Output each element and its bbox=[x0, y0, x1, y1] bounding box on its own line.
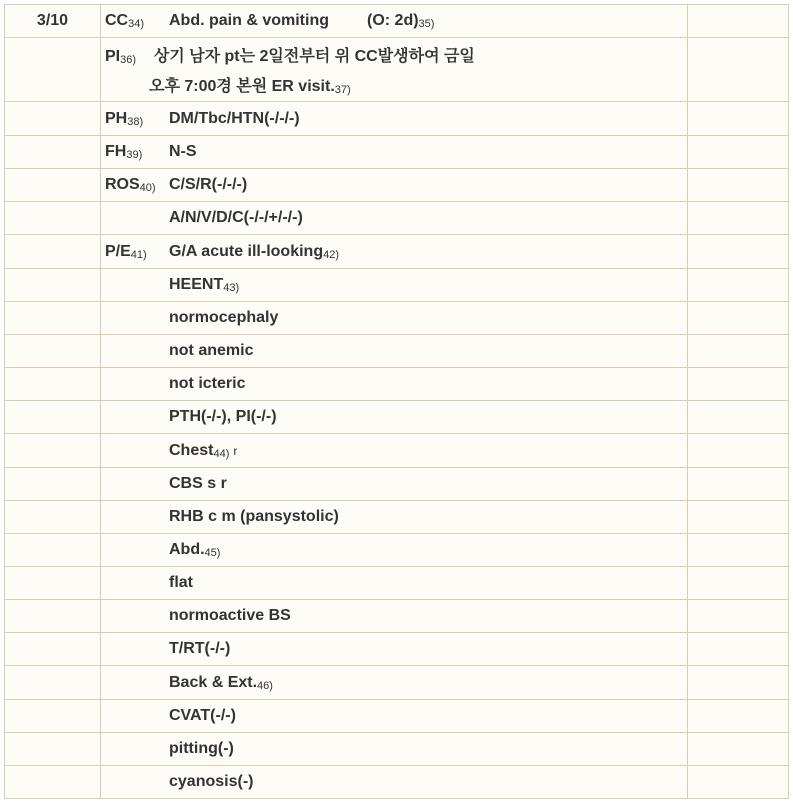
extra-cell bbox=[688, 567, 789, 600]
ros-cell-2 bbox=[101, 202, 688, 235]
pe-heent-cell bbox=[101, 269, 688, 302]
extra-cell bbox=[688, 766, 789, 799]
extra-cell bbox=[688, 302, 789, 335]
pe-not-icteric: not icteric bbox=[169, 375, 246, 392]
extra-cell bbox=[688, 38, 789, 102]
fh-text: N-S bbox=[169, 143, 197, 160]
pi-line-1: $PI_{36)}$ 상기 남자 pt는 2일전부터 위 CC발생하여 금일 bbox=[105, 48, 475, 66]
date-cell bbox=[5, 434, 101, 468]
pe-label: $P/E_{41)}$ bbox=[105, 242, 147, 261]
extra-cell bbox=[688, 235, 789, 269]
pe-flat-row bbox=[5, 567, 789, 600]
extra-cell bbox=[688, 102, 789, 136]
pe-abd-row bbox=[5, 534, 789, 567]
extra-cell bbox=[688, 700, 789, 733]
date-cell bbox=[5, 766, 101, 799]
progress-note-table bbox=[4, 4, 789, 799]
pe-bs-cell bbox=[101, 600, 688, 633]
pe-normocephaly-row bbox=[5, 302, 789, 335]
pe-pth: PTH(-/-), PI(-/-) bbox=[169, 408, 277, 425]
extra-cell bbox=[688, 468, 789, 501]
ros-row-2 bbox=[5, 202, 789, 235]
pe-pth-cell bbox=[101, 401, 688, 434]
pe-cbs: CBS s r bbox=[169, 475, 227, 492]
pe-heent-row bbox=[5, 269, 789, 302]
pe-pitting-row bbox=[5, 733, 789, 766]
fh-cell bbox=[101, 136, 688, 169]
extra-cell bbox=[688, 136, 789, 169]
pe-normocephaly: normocephaly bbox=[169, 309, 279, 326]
date-cell bbox=[5, 401, 101, 434]
cc-text: Abd. pain & vomiting (O: $2d)_{35)}$ bbox=[169, 12, 435, 30]
pe-heent: $HEENT_{43)}$ bbox=[169, 276, 240, 294]
pi-row bbox=[5, 38, 789, 102]
pe-pth-row bbox=[5, 401, 789, 434]
pe-icteric-cell bbox=[101, 368, 688, 401]
extra-cell bbox=[688, 666, 789, 700]
extra-cell bbox=[688, 633, 789, 666]
pi-line-2: 오후 7:00경 본원 ER $visit._{37)}$ bbox=[149, 78, 351, 96]
pe-abd: $Abd._{45)}$ bbox=[169, 541, 221, 559]
pe-flat-cell bbox=[101, 567, 688, 600]
extra-cell bbox=[688, 335, 789, 368]
pe-trt-cell bbox=[101, 633, 688, 666]
pe-back: Back & $Ext._{46)}$ bbox=[169, 673, 273, 692]
pe-cbs-cell bbox=[101, 468, 688, 501]
ros-line-1: C/S/R(-/-/-) bbox=[169, 176, 248, 193]
date-cell bbox=[5, 600, 101, 633]
pe-back-row bbox=[5, 666, 789, 700]
cc-label: $CC_{34)}$ bbox=[105, 12, 145, 30]
date-cell bbox=[5, 567, 101, 600]
cc-cell bbox=[101, 5, 688, 38]
extra-cell bbox=[688, 534, 789, 567]
extra-cell bbox=[688, 5, 789, 38]
pe-pitting: pitting(-) bbox=[169, 740, 234, 757]
pe-chest-row bbox=[5, 434, 789, 468]
date-cell bbox=[5, 235, 101, 269]
extra-cell bbox=[688, 733, 789, 766]
pe-anemic-row bbox=[5, 335, 789, 368]
date-cell bbox=[5, 38, 101, 102]
pe-bs-row bbox=[5, 600, 789, 633]
fh-label: $FH_{39)}$ bbox=[105, 143, 143, 161]
pe-cyanosis: cyanosis(-) bbox=[169, 773, 254, 790]
date-cell bbox=[5, 633, 101, 666]
date-cell: 3/10 bbox=[5, 5, 101, 38]
date-cell bbox=[5, 269, 101, 302]
pe-pitting-cell bbox=[101, 733, 688, 766]
date-cell bbox=[5, 102, 101, 136]
pe-not-anemic: not anemic bbox=[169, 342, 254, 359]
pe-cvat: CVAT(-/-) bbox=[169, 707, 236, 724]
date-cell bbox=[5, 666, 101, 700]
date-cell bbox=[5, 136, 101, 169]
pe-flat: flat bbox=[169, 574, 193, 591]
extra-cell bbox=[688, 600, 789, 633]
ph-cell bbox=[101, 102, 688, 136]
date-cell bbox=[5, 534, 101, 567]
fh-row bbox=[5, 136, 789, 169]
ros-row bbox=[5, 169, 789, 202]
pe-rhb-cell bbox=[101, 501, 688, 534]
pe-rhb: RHB c m (pansystolic) bbox=[169, 508, 339, 525]
pe-rhb-row bbox=[5, 501, 789, 534]
pe-cvat-cell bbox=[101, 700, 688, 733]
extra-cell bbox=[688, 501, 789, 534]
extra-cell bbox=[688, 202, 789, 235]
pe-trt: T/RT(-/-) bbox=[169, 640, 231, 657]
pe-cyanosis-cell bbox=[101, 766, 688, 799]
date-cell bbox=[5, 468, 101, 501]
pe-anemic-cell bbox=[101, 335, 688, 368]
ros-line-2: A/N/V/D/C(-/-/+/-/-) bbox=[169, 209, 303, 226]
pe-ga: G/A acute ill-looking$_{42)}$ bbox=[169, 242, 339, 261]
cc-row bbox=[5, 5, 789, 38]
extra-cell bbox=[688, 434, 789, 468]
pe-normocephaly-cell bbox=[101, 302, 688, 335]
pe-cvat-row bbox=[5, 700, 789, 733]
ros-label: $ROS_{40)}$ bbox=[105, 176, 156, 194]
pe-chest: Chest$_{44)}$ r bbox=[169, 441, 238, 460]
pe-abd-cell bbox=[101, 534, 688, 567]
ph-text: DM/Tbc/HTN(-/-/-) bbox=[169, 109, 300, 127]
date-cell bbox=[5, 169, 101, 202]
pe-cyanosis-row bbox=[5, 766, 789, 799]
extra-cell bbox=[688, 368, 789, 401]
date-cell bbox=[5, 202, 101, 235]
pe-cbs-row bbox=[5, 468, 789, 501]
extra-cell bbox=[688, 169, 789, 202]
pe-trt-row bbox=[5, 633, 789, 666]
date-cell bbox=[5, 302, 101, 335]
pe-cell bbox=[101, 235, 688, 269]
ros-cell bbox=[101, 169, 688, 202]
pe-row bbox=[5, 235, 789, 269]
extra-cell bbox=[688, 401, 789, 434]
pe-back-cell bbox=[101, 666, 688, 700]
pi-cell bbox=[101, 38, 688, 102]
pe-icteric-row bbox=[5, 368, 789, 401]
pe-bs: normoactive BS bbox=[169, 607, 291, 624]
pe-chest-cell bbox=[101, 434, 688, 468]
ph-row bbox=[5, 102, 789, 136]
date-cell bbox=[5, 335, 101, 368]
date-cell bbox=[5, 368, 101, 401]
date-cell bbox=[5, 700, 101, 733]
date-cell bbox=[5, 501, 101, 534]
date-cell bbox=[5, 733, 101, 766]
extra-cell bbox=[688, 269, 789, 302]
ph-label: $PH_{38)}$ bbox=[105, 109, 144, 128]
